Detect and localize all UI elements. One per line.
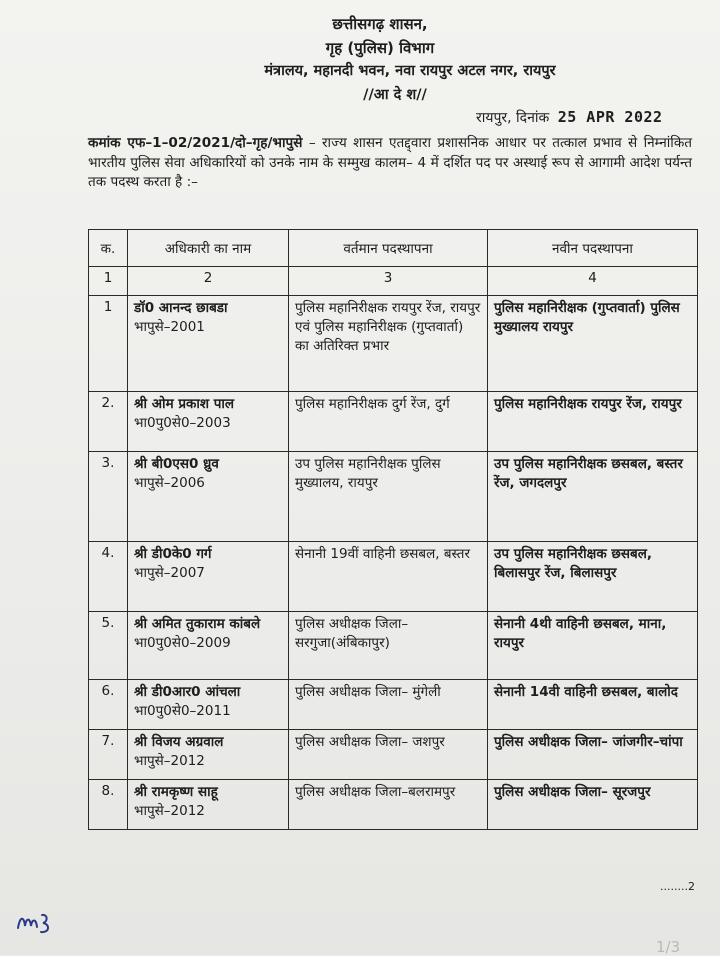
header-current-posting: वर्तमान पदस्थापना — [289, 230, 488, 267]
new-posting: पुलिस अधीक्षक जिला– जांजगीर–चांपा — [488, 730, 698, 780]
officer-name: श्री बी0एस0 ध्रुव — [134, 456, 219, 472]
dateline — [476, 108, 663, 127]
new-posting: उप पुलिस महानिरीक्षक छसबल, बिलासपुर रेंज, बिलासपुर — [488, 542, 698, 612]
order-number: कमांक एफ–1–02/2021/दो–गृह/भापुसे — [88, 135, 303, 151]
header-order-title: //आ दे श// — [363, 87, 427, 103]
new-posting: पुलिस महानिरीक्षक रायपुर रेंज, रायपुर — [488, 392, 698, 452]
officer-cell — [128, 392, 289, 452]
row-serial: 6. — [89, 680, 128, 730]
table-row — [89, 730, 698, 780]
officer-service: भापुसे–2012 — [134, 803, 205, 819]
officer-service: भा0पु0से0–2011 — [134, 703, 231, 719]
officer-service: भा0पु0से0–2003 — [134, 415, 231, 431]
officer-service: भा0पु0से0–2009 — [134, 635, 231, 651]
header-serial: क. — [89, 230, 128, 267]
page-number: 1/3 — [656, 938, 681, 956]
table-row — [89, 392, 698, 452]
row-serial: 7. — [89, 730, 128, 780]
header-address: मंत्रालय, महानदी भवन, नवा रायपुर अटल नगर, रायपुर — [264, 63, 556, 79]
officer-cell — [128, 780, 289, 830]
current-posting: पुलिस अधीक्षक जिला–बलरामपुर — [289, 780, 488, 830]
current-posting: पुलिस महानिरीक्षक दुर्ग रेंज, दुर्ग — [289, 392, 488, 452]
officer-cell — [128, 680, 289, 730]
officer-cell — [128, 730, 289, 780]
header-department: गृह (पुलिस) विभाग — [325, 39, 435, 57]
officer-name: श्री अमित तुकाराम कांबले — [134, 616, 261, 632]
current-posting: पुलिस अधीक्षक जिला– जशपुर — [289, 730, 488, 780]
officer-cell — [128, 452, 289, 542]
officer-name: श्री रामकृष्ण साहू — [134, 784, 218, 800]
table-row — [89, 296, 698, 392]
handwritten-signature — [14, 906, 74, 936]
column-number: 3 — [289, 267, 488, 296]
new-posting: पुलिस अधीक्षक जिला– सूरजपुर — [488, 780, 698, 830]
order-paragraph — [88, 134, 692, 193]
current-posting: पुलिस महानिरीक्षक रायपुर रेंज, रायपुर एवं पुलिस महानिरीक्षक (गुप्तवार्ता) का अतिरिक्त प्रभार — [289, 296, 488, 392]
table-row — [89, 452, 698, 542]
row-serial: 4. — [89, 542, 128, 612]
officer-cell — [128, 542, 289, 612]
new-posting: सेनानी 4थी वाहिनी छसबल, माना, रायपुर — [488, 612, 698, 680]
row-serial: 3. — [89, 452, 128, 542]
officer-name: श्री विजय अग्रवाल — [134, 734, 224, 750]
new-posting: सेनानी 14वी वाहिनी छसबल, बालोद — [488, 680, 698, 730]
officer-name: श्री ओम प्रकाश पाल — [134, 396, 235, 412]
officer-service: भापुसे–2007 — [134, 565, 205, 581]
table-row — [89, 780, 698, 830]
officer-cell — [128, 296, 289, 392]
officer-name: डॉ0 आनन्द छाबडा — [134, 300, 228, 316]
current-posting: उप पुलिस महानिरीक्षक पुलिस मुख्यालय, रायपुर — [289, 452, 488, 542]
officer-service: भापुसे–2006 — [134, 475, 205, 491]
officer-name: श्री डी0आर0 आंचला — [134, 684, 241, 700]
current-posting: सेनानी 19वीं वाहिनी छसबल, बस्तर — [289, 542, 488, 612]
table-row — [89, 612, 698, 680]
column-number: 2 — [128, 267, 289, 296]
table-row — [89, 542, 698, 612]
current-posting: पुलिस अधीक्षक जिला– मुंगेली — [289, 680, 488, 730]
column-number: 4 — [488, 267, 698, 296]
column-number-row — [89, 267, 698, 296]
continued-marker: ........2 — [660, 880, 695, 893]
new-posting: उप पुलिस महानिरीक्षक छसबल, बस्तर रेंज, जगदलपुर — [488, 452, 698, 542]
dateline-place: रायपुर, दिनांक — [476, 110, 550, 126]
row-serial: 8. — [89, 780, 128, 830]
posting-table — [88, 229, 698, 830]
officer-service: भापुसे–2012 — [134, 753, 205, 769]
header-new-posting: नवीन पदस्थापना — [488, 230, 698, 267]
officer-cell — [128, 612, 289, 680]
officer-name: श्री डी0के0 गर्ग — [134, 546, 212, 562]
new-posting: पुलिस महानिरीक्षक (गुप्तवार्ता) पुलिस मुख्यालय रायपुर — [488, 296, 698, 392]
header-state-government: छत्तीसगढ़ शासन, — [332, 15, 428, 33]
column-number: 1 — [89, 267, 128, 296]
table-row — [89, 680, 698, 730]
officer-service: भापुसे–2001 — [134, 319, 205, 335]
order-text: – राज्य शासन एतद्द्वारा प्रशासनिक आधार पर तत्काल प्रभाव से निम्नांकित भारतीय पुलिस सेवा अधिकारियों को उनके नाम के सम्मुख कालम– 4 में दर्शित पद पर अस्थाई रूप से आगामी आदेश पर्यन्त तक पदस्थ करता है :– — [88, 135, 693, 190]
table-header-row — [89, 230, 698, 267]
row-serial: 1 — [89, 296, 128, 392]
row-serial: 2. — [89, 392, 128, 452]
header-officer-name: अधिकारी का नाम — [128, 230, 289, 267]
row-serial: 5. — [89, 612, 128, 680]
current-posting: पुलिस अधीक्षक जिला–सरगुजा(अंबिकापुर) — [289, 612, 488, 680]
date-stamp: 25 APR 2022 — [557, 108, 663, 126]
